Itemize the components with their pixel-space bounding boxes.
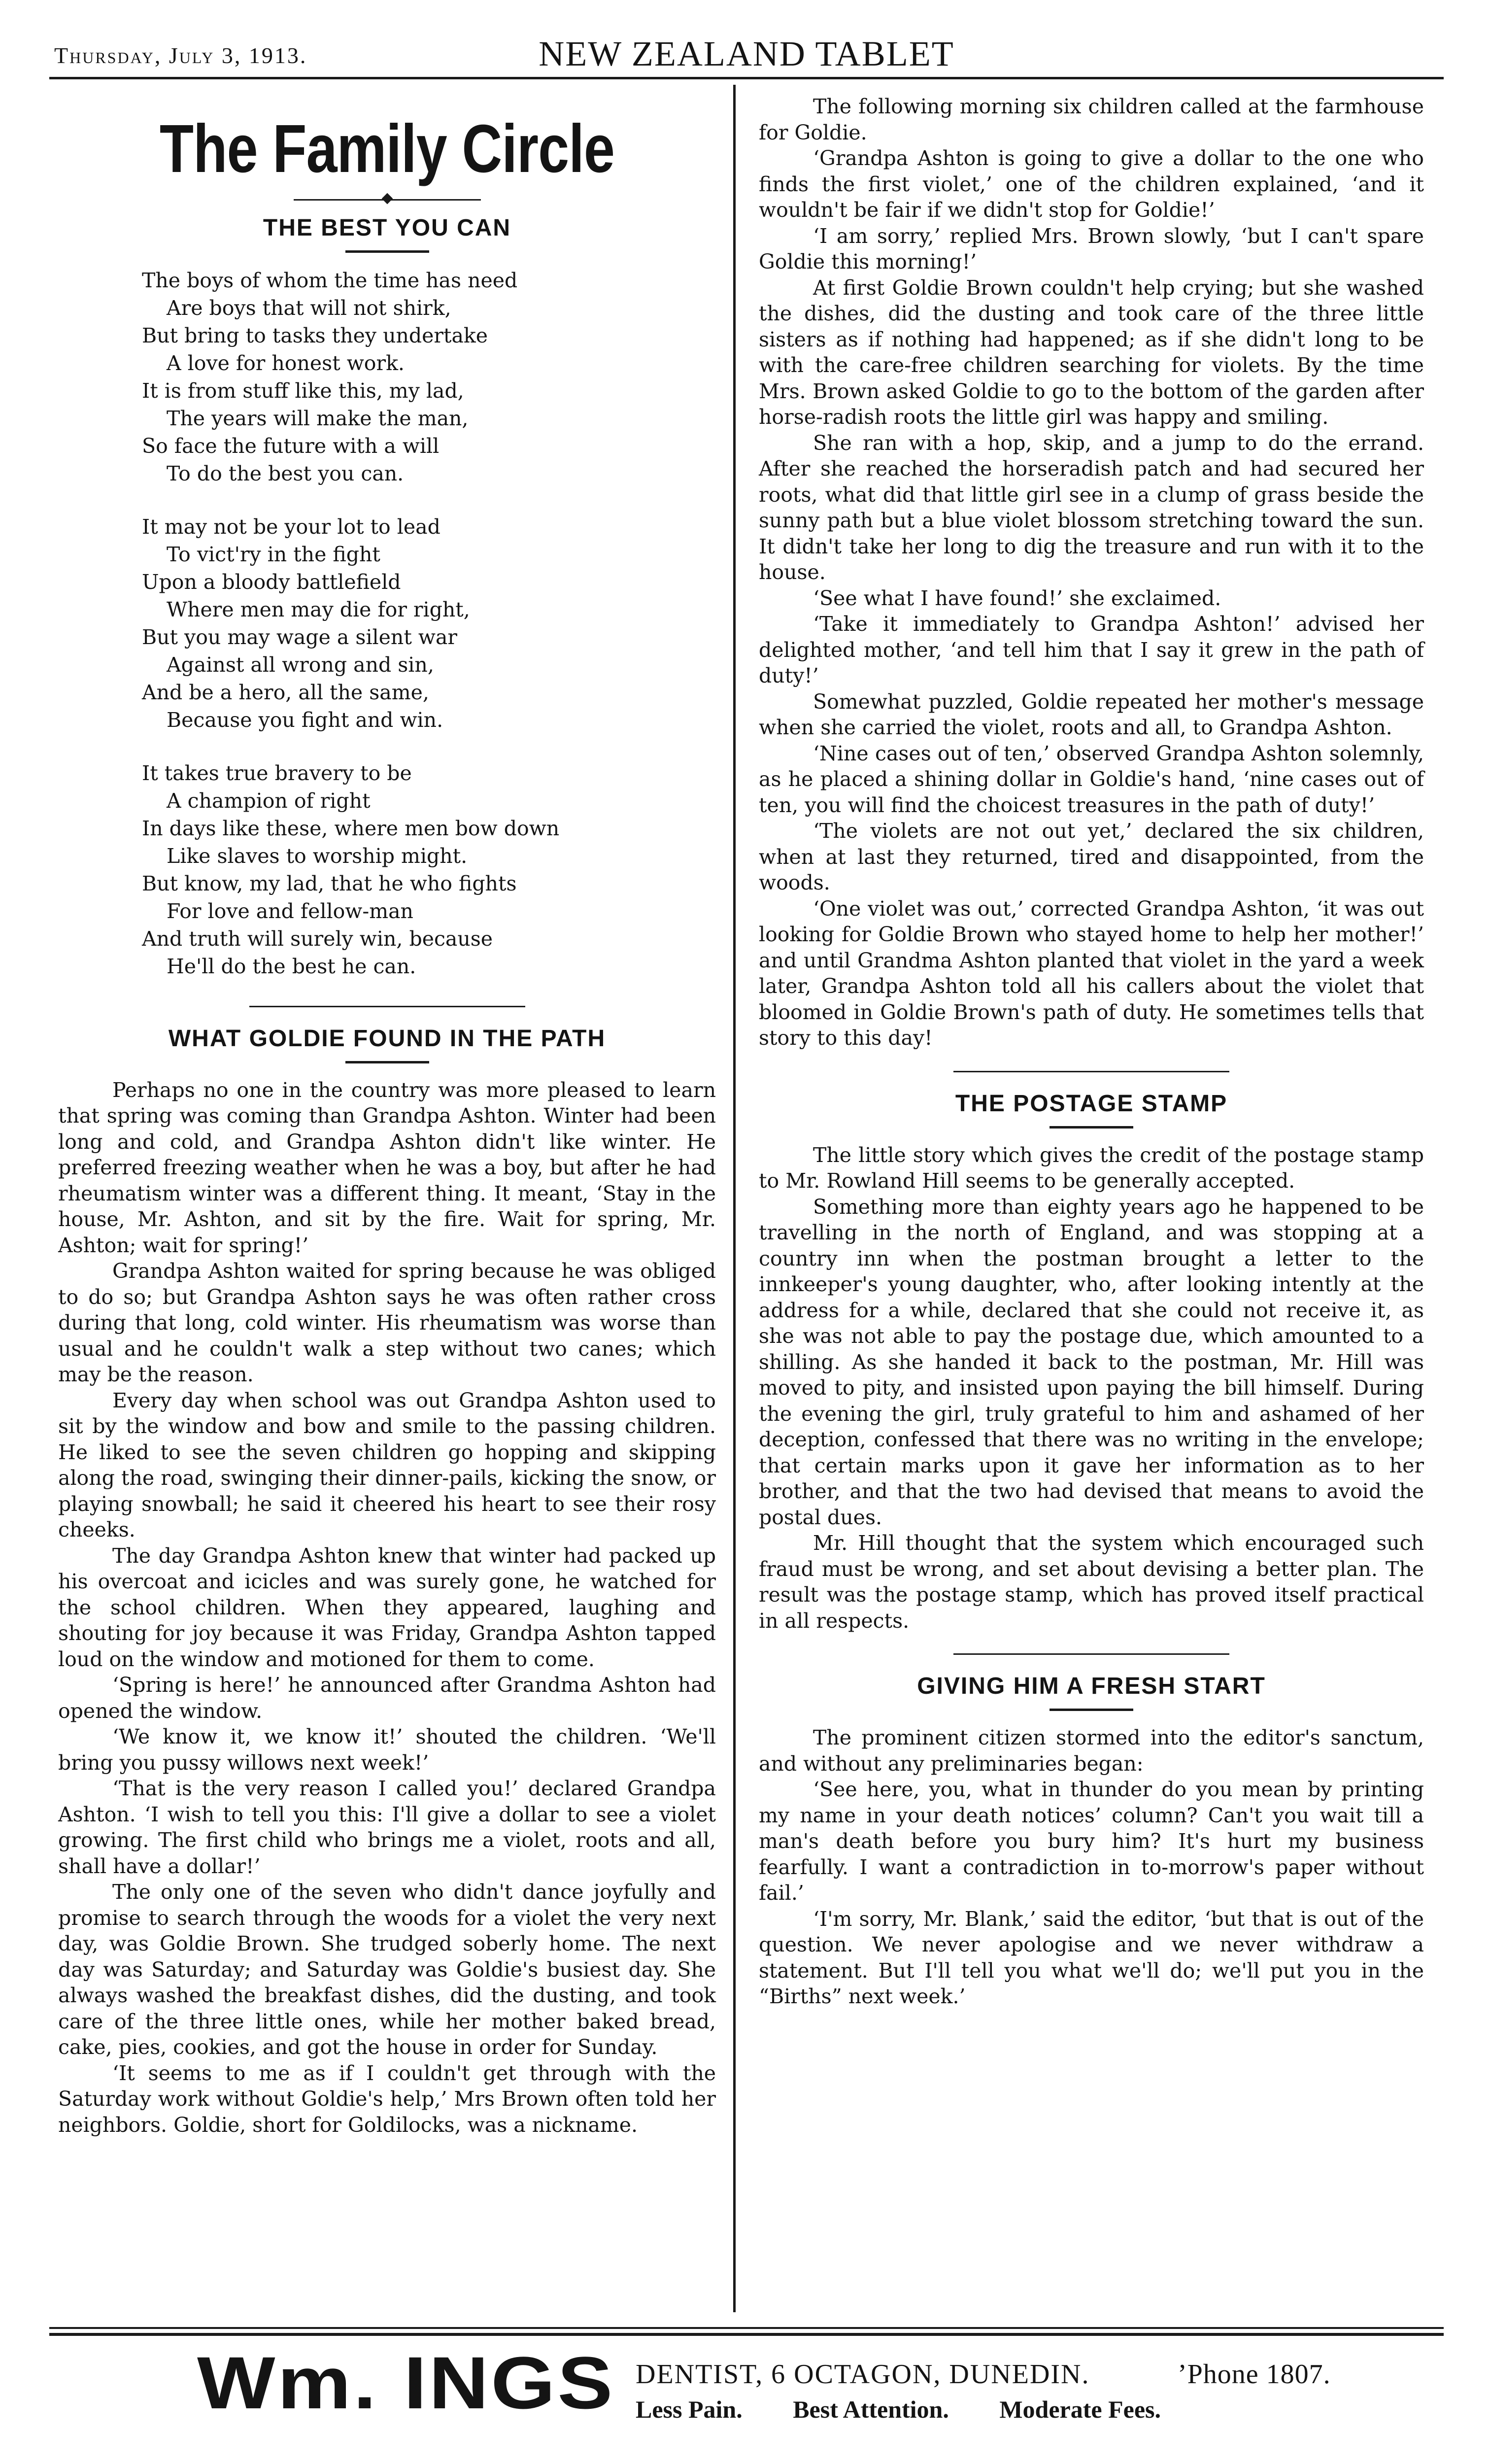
paragraph: She ran with a hop, skip, and a jump to do the errand. After she reached the horseradish patch and had secured her roots, what did that little girl see in a clump of grass beside the sunny path but a blue violet blossom stretching toward the sun. It didn't take her long to dig the treasure and run with it to the house. [759, 431, 1424, 584]
divider [345, 1061, 429, 1063]
paragraph: Grandpa Ashton waited for spring because he was obliged to do so; but Grandpa Ashton says he was often rather cross during that long, cold winter. His rheumatism was worse than usual and he couldn't walk a step without two canes; which may be the reason. [58, 1259, 716, 1387]
paragraph: ‘Nine cases out of ten,’ observed Grandpa Ashton solemnly, as he placed a shining dollar in Goldie's hand, ‘nine cases out of ten, you will find the choicest treasures in the path of duty!’ [759, 741, 1424, 817]
paragraph: ‘It seems to me as if I couldn't get through with the Saturday work without Goldie's help,’ Mrs Brown often told her neighbors. Goldie, short for Goldilocks, was a nickname. [58, 2061, 716, 2137]
diamond-icon [381, 193, 393, 205]
paragraph: ‘Grandpa Ashton is going to give a dollar to the one who finds the first violet,’ one of the children explained, ‘and it wouldn't be fair if we didn't stop for Goldie!’ [759, 146, 1424, 222]
poem-line: In days like these, where men bow down [142, 816, 560, 840]
paragraph: Perhaps no one in the country was more pleased to learn that spring was coming than Grandpa Ashton. Winter had been long and cold, and Grandpa Ashton didn't like winter. He preferred freezing weather when he was a boy, but after he had rheumatism winter was a different thing. It meant, ‘Stay in the house, Mr. Ashton, and sit by the fire. Wait for spring, Mr. Ashton; wait for spring!’ [58, 1078, 716, 1257]
paragraph: The following morning six children called at the farmhouse for Goldie. [759, 95, 1424, 144]
title-ornament [294, 195, 481, 205]
paragraph: Mr. Hill thought that the system which encouraged such fraud must be wrong, and set about devising a better plan. The result was the postage stamp, which has proved itself practical in all respects. [759, 1531, 1424, 1633]
dentist-advert [49, 2341, 1444, 2444]
poem-line: It may not be your lot to lead [142, 514, 440, 539]
divider [345, 250, 429, 253]
issue-date: Thursday, July 3, 1913. [54, 43, 307, 68]
poem-line: And truth will surely win, because [142, 926, 493, 951]
paragraph: The little story which gives the credit of the postage stamp to Mr. Rowland Hill seems to be generally accepted. [759, 1143, 1424, 1193]
poem-line: To vict'ry in the fight [167, 542, 380, 566]
paragraph: ‘That is the very reason I called you!’ declared Grandpa Ashton. ‘I wish to tell you this: I'll give a dollar to see a violet growing. The first child who brings me a violet, roots and all, shall have a dollar!’ [58, 1777, 716, 1878]
advert-feature: Moderate Fees. [999, 2396, 1161, 2423]
paragraph: ‘I'm sorry, Mr. Blank,’ said the editor, ‘but that is out of the question. We never apologise and we never withdraw a statement. But I'll tell you what we'll do; we'll put you in the “Births” next week.’ [759, 1907, 1424, 2008]
poem-line: A champion of right [167, 788, 371, 813]
advert-name: Wm. INGS [197, 2341, 615, 2424]
left-column [58, 94, 716, 2138]
advert-phone: ’Phone 1807. [1178, 2359, 1331, 2390]
poem-line: Are boys that will not shirk, [167, 296, 451, 320]
footer-rule [49, 2333, 1444, 2336]
poem-line: And be a hero, all the same, [142, 680, 429, 704]
paragraph: ‘We know it, we know it!’ shouted the children. ‘We'll bring you pussy willows next week!’ [58, 1725, 716, 1775]
poem-line: Where men may die for right, [167, 597, 470, 621]
footer-rule [49, 2327, 1444, 2329]
poem-line: But bring to tasks they undertake [142, 323, 488, 347]
poem-line: Like slaves to worship might. [167, 844, 468, 868]
goldie-story-part1 [58, 1077, 716, 2138]
advert-features [636, 2395, 1205, 2424]
postage-story [759, 1142, 1424, 1634]
section-separator [953, 1071, 1229, 1072]
stanza [142, 513, 716, 734]
paragraph: Somewhat puzzled, Goldie repeated her mother's message when she carried the violet, roots and all, to Grandpa Ashton. [759, 689, 1424, 739]
column-title: The Family Circle [159, 111, 615, 187]
paragraph: ‘One violet was out,’ corrected Grandpa Ashton, ‘it was out looking for Goldie Brown who stayed home to help her mother!’ and until Grandma Ashton planted that violet in the yard a week later, Grandpa Ashton told all his callers about the violet that bloomed in Goldie Brown's path of duty. He sometimes tells that story to this day! [759, 896, 1424, 1050]
poem-line: A love for honest work. [167, 351, 405, 375]
paragraph: ‘See here, you, what in thunder do you mean by printing my name in your death notices’ column? Can't you wait till a man's death before you bury him? It's hurt my business fearfully. I want a contradiction in to-morrow's paper without fail.’ [759, 1778, 1424, 1905]
divider [1050, 1126, 1133, 1129]
paragraph: The prominent citizen stormed into the editor's sanctum, and without any preliminaries began: [759, 1726, 1424, 1776]
paragraph: Every day when school was out Grandpa Ashton used to sit by the window and bow and smile to the passing children. He liked to see the seven children go hopping and skipping along the road, swinging their dinner-pails, kicking the snow, or playing snowball; he said it cheered his heart to see their rosy cheeks. [58, 1388, 716, 1542]
poem-line: It is from stuff like this, my lad, [142, 378, 464, 403]
paragraph: Something more than eighty years ago he happened to be travelling in the north of England, and was stopping at a country inn when the postman brought a letter to the innkeeper's young daughter, who, after looking intently at the address for a while, declared that she could not receive it, as she was not able to pay the postage due, which amounted to a shilling. As she handed it back to the postman, Mr. Hill was moved to pity, and insisted upon paying the bill himself. During the evening the girl, truly grateful to him and ashamed of her deception, confessed that there was no writing in the envelope; that certain marks upon it gave her information as to her brother, and that the two had devised that means to avoid the postal dues. [759, 1195, 1424, 1529]
stanza [142, 759, 716, 980]
advert-feature: Less Pain. [636, 2396, 743, 2423]
divider [1050, 1709, 1133, 1711]
paragraph: The day Grandpa Ashton knew that winter had packed up his overcoat and icicles and was surely gone, he watched for the school children. When they appeared, laughing and shouting for joy because it was Friday, Grandpa Ashton tapped loud on the window and motioned for them to come. [58, 1543, 716, 1671]
paragraph: At first Goldie Brown couldn't help crying; but she washed the dishes, did the dusting and took care of the three little sisters as if nothing had happened; as if she didn't long to be with the care-free children searching for violets. By the time Mrs. Brown asked Goldie to go to the bottom of the garden after horse-radish roots the little girl was happy and smiling. [759, 275, 1424, 429]
postage-title: THE POSTAGE STAMP [955, 1090, 1228, 1117]
poem-line: He'll do the best he can. [167, 954, 416, 978]
poem [142, 267, 716, 980]
paper-title: NEW ZEALAND TABLET [539, 34, 954, 73]
section-separator [249, 1006, 525, 1007]
poem-line: To do the best you can. [167, 461, 404, 485]
poem-line: Upon a bloody battlefield [142, 570, 401, 594]
poem-title: THE BEST YOU CAN [263, 214, 511, 241]
goldie-story-part2 [759, 94, 1424, 1051]
paragraph: The only one of the seven who didn't dance joyfully and promise to search through the woods for a violet the very next day, was Goldie Brown. She trudged soberly home. The next day was Saturday; and Saturday was Goldie's busiest day. She always washed the breakfast dishes, did the dusting, and took care of the three little ones, while her mother baked bread, cake, pies, cookies, and got the house in order for Sunday. [58, 1880, 716, 2059]
poem-line: The years will make the man, [167, 406, 469, 430]
advert-feature: Best Attention. [793, 2396, 949, 2423]
header-rule [49, 77, 1444, 79]
poem-line: So face the future with a will [142, 434, 440, 458]
poem-line: But know, my lad, that he who fights [142, 871, 517, 895]
right-column [759, 94, 1424, 2010]
poem-line: For love and fellow-man [167, 899, 413, 923]
poem-line: Because you fight and win. [167, 708, 443, 732]
paragraph: ‘Spring is here!’ he announced after Grandma Ashton had opened the window. [58, 1673, 716, 1723]
fresh-start-story [759, 1725, 1424, 2010]
goldie-title: WHAT GOLDIE FOUND IN THE PATH [168, 1025, 606, 1052]
paragraph: ‘Take it immediately to Grandpa Ashton!’ advised her delighted mother, ‘and tell him that I say it grew in the path of duty!’ [759, 612, 1424, 687]
poem-line: The boys of whom the time has need [142, 268, 518, 292]
running-head [54, 31, 1439, 75]
paragraph: ‘The violets are not out yet,’ declared the six children, when at last they returned, tired and disappointed, from the woods. [759, 819, 1424, 894]
poem-line: But you may wage a silent war [142, 625, 457, 649]
column-divider [733, 85, 736, 2312]
paragraph: ‘I am sorry,’ replied Mrs. Brown slowly, ‘but I can't spare Goldie this morning!’ [759, 224, 1424, 274]
poem-line: It takes true bravery to be [142, 761, 412, 785]
fresh-start-title: GIVING HIM A FRESH START [917, 1673, 1266, 1699]
stanza [142, 267, 716, 487]
paragraph: ‘See what I have found!’ she exclaimed. [813, 586, 1221, 610]
section-separator [953, 1653, 1229, 1655]
poem-line: Against all wrong and sin, [167, 652, 434, 677]
advert-address: DENTIST, 6 OCTAGON, DUNEDIN. [636, 2359, 1090, 2390]
